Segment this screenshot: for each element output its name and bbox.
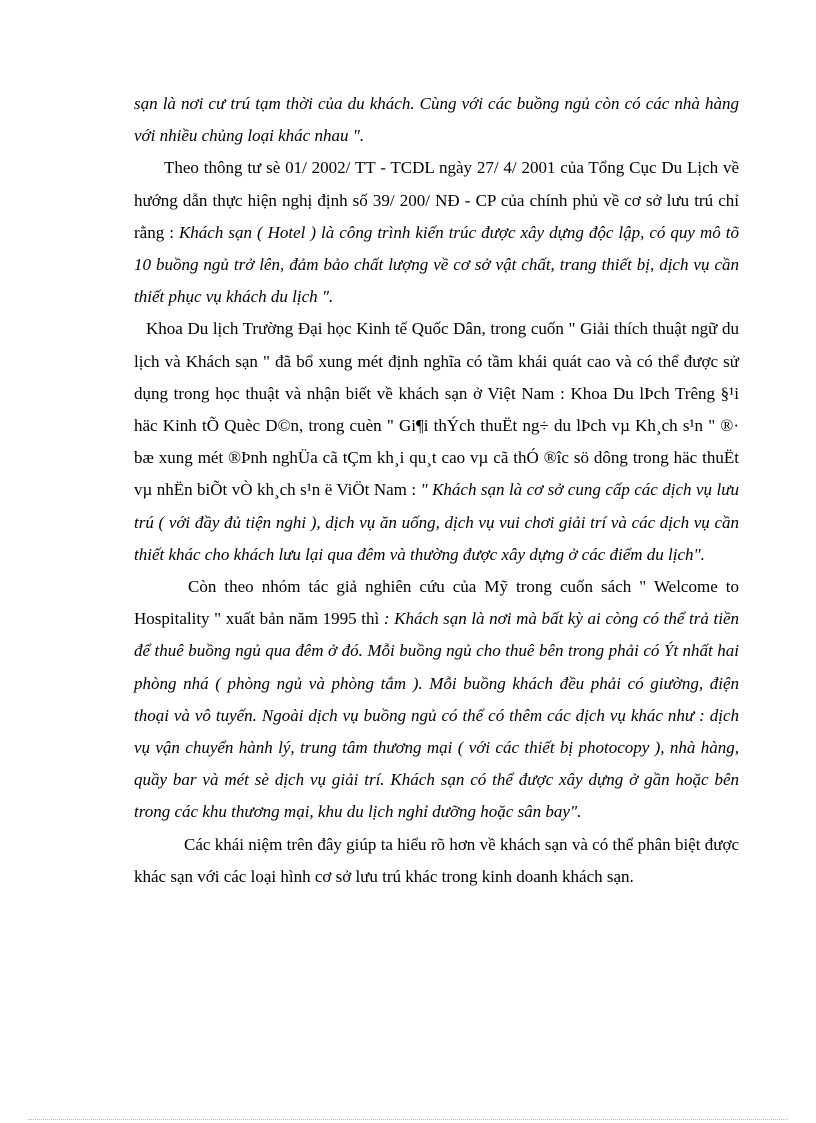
paragraph-neu-definition — [134, 313, 739, 571]
quoted-definition: sạn là nơi cư trú tạm thời của du khách. Cùng với các buồng ngủ còn có các nhà hàng với nhiều chủng loại khác nhau ". — [134, 94, 739, 146]
paragraph-hotel-definition-end — [134, 88, 739, 152]
paragraph-text: Theo thông tư sè 01/ 2002/ TT - TCDL ngày 27/ 4/ 2001 của Tổng Cục Du Lịch về hướng dẫn thực hiện nghị định số 39/ 200/ NĐ - CP của chính phủ về cơ sở lưu trú chỉ rằng : — [134, 158, 739, 242]
paragraph-text: Khoa Du lịch Trường Đại học Kinh tế Quốc Dân, trong cuốn " Giải thích thuật ngữ du lịch và Khách sạn " đã bổ xung mét định nghĩa có tầm khái quát cao và có thể được sử dụng trong học thuật và nhận biết về khách sạn ở Việt Nam : Khoa Du lÞch Trêng §¹i häc Kinh tÕ Quèc D©n, trong cuèn " Gi¶i thÝch thuËt ng÷ du lÞch vµ Kh¸ch s¹n " ®· bæ xung mét ®Þnh nghÜa cã tÇm kh¸i qu¸t cao vµ cã thÓ ®îc sö dông trong häc thuËt vµ nhËn biÕt vÒ kh¸ch s¹n ë ViÖt Nam : — [134, 319, 739, 500]
quoted-definition: " Khách sạn là cơ sở cung cấp các dịch vụ lưu trú ( với đầy đủ tiện nghi ), dịch vụ ăn uống, dịch vụ vui chơi giải trí và các dịch vụ cần thiết khác cho khách lưu lại qua đêm và thường được xây dựng ở các điểm du lịch". — [134, 480, 739, 564]
page-bottom-divider — [28, 1119, 788, 1120]
quoted-definition: Khách sạn ( Hotel ) là công trình kiến trúc được xây dựng độc lập, có quy mô tõ 10 buồng ngủ trở lên, đảm bảo chất lượng về cơ sở vật chất, trang thiết bị, dịch vụ cần thiết phục vụ khách du lịch ". — [134, 222, 739, 307]
paragraph-us-definition — [134, 571, 739, 829]
quoted-definition: : Khách sạn là nơi mà bất kỳ ai còng có thể trả tiền để thuê buồng ngủ qua đêm ở đó. Mỗi buồng ngủ cho thuê bên trong phải có Ýt nhất hai phòng nhá ( phòng ngủ và phòng tắm ). Mỗi buồng khách đều phải có giường, điện thoại và vô tuyến. Ngoài dịch vụ buồng ngủ có thể có thêm các dịch vụ khác như : dịch vụ vận chuyển hành lý, trung tâm thương mại ( với các thiết bị photocopy ), nhà hàng, quầy bar và mét sè dịch vụ giải trí. Khách sạn có thể được xây dựng ở gần hoặc bên trong các khu thương mại, khu du lịch nghỉ dưỡng hoặc sân bay". — [134, 609, 739, 822]
paragraph-tcdl-circular — [134, 152, 739, 313]
document-body — [134, 88, 739, 893]
paragraph-text: Còn theo nhóm tác giả nghiên cứu của Mỹ trong cuốn sách " Welcome to Hospitality " xuất bản năm 1995 thì — [134, 577, 739, 629]
paragraph-text: Các khái niệm trên đây giúp ta hiểu rõ hơn về khách sạn và có thể phân biệt được khác sạn với các loại hình cơ sở lưu trú khác trong kinh doanh khách sạn. — [134, 834, 739, 886]
paragraph-conclusion — [134, 829, 739, 893]
